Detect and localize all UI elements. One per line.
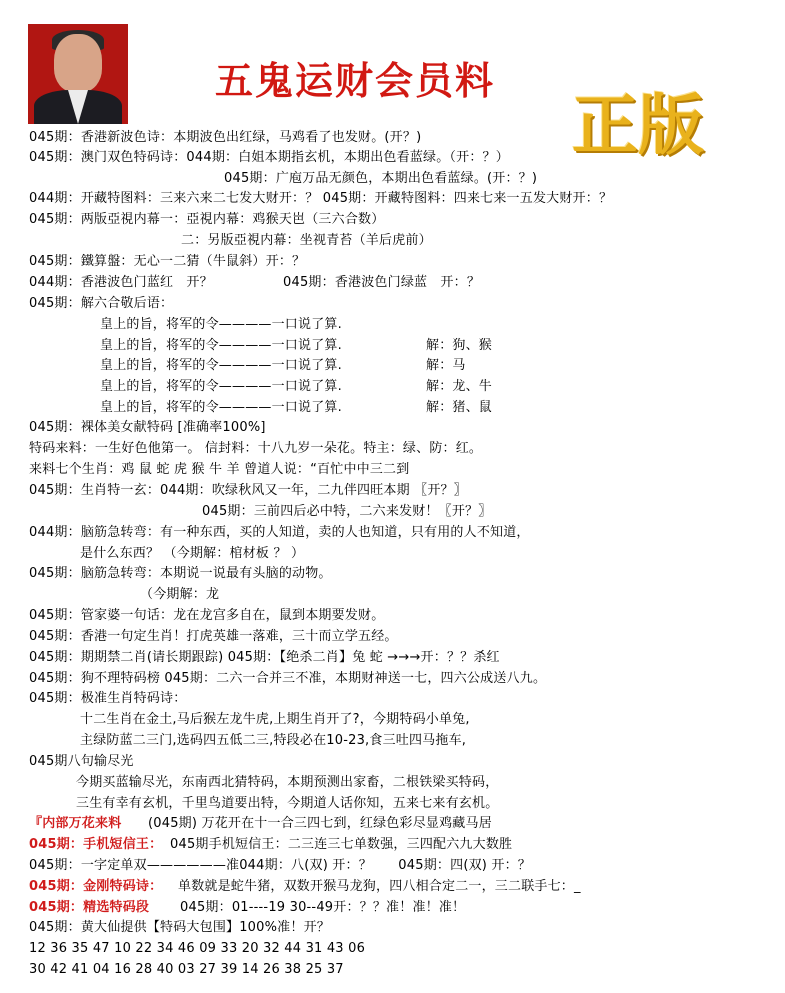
text-line: 三生有幸有玄机，千里鸟道要出特，今期道人话你知，五来七来有玄机。: [76, 796, 499, 811]
text-line: 045期：解六合敬后语：: [29, 296, 174, 311]
text-line: 045期：澳门双色特码诗：044期：白姐本期指玄机，本期出色看蓝绿。（开：？）: [29, 150, 509, 165]
text-line: 皇上的旨，将军的令————一口说了算.: [100, 317, 342, 332]
text-line: 045期：裸体美女献特码 [准确率100%]: [29, 420, 266, 435]
text-line: 十二生肖在金土,马后猴左龙牛虎,上期生肖开了?，今期特码小单兔,: [80, 712, 470, 727]
text-line: 解：龙、牛: [426, 379, 493, 394]
text-line: 今期买蓝输尽光，东南西北猜特码，本期预测出家畜，二根铁梁买特码，: [76, 775, 499, 790]
text-line-highlight: 045期：精选特码段: [29, 900, 150, 915]
text-line: 045期手机短信王：二三连三七单数强，三四配六九大数胜: [170, 837, 513, 852]
text-line: 045期：香港波色门绿蓝 开：？: [283, 275, 481, 290]
text-line: 045期：管家婆一句话：龙在龙宫多自在，鼠到本期要发财。: [29, 608, 385, 623]
text-line-highlight: 『内部万花来料: [29, 816, 122, 831]
text-line: 二：另版亞視内幕：坐视青苔（羊后虎前）: [181, 233, 432, 248]
text-line: 045期：香港新波色诗：本期波色出红绿，马鸡看了也发财。(开？): [29, 130, 422, 145]
text-line-highlight: 045期：金刚特码诗：: [29, 879, 163, 894]
text-line: 045期：香港一句定生肖！打虎英雄一落难，三十而立学五经。: [29, 629, 398, 644]
text-line: 来料七个生肖：鸡 鼠 蛇 虎 猴 牛 羊 曾道人说：“百忙中中三二到: [29, 462, 410, 477]
text-line: 045期：鐵算盤：无心一二猜（牛鼠斜）开：？: [29, 254, 306, 269]
text-line: 皇上的旨，将军的令————一口说了算.: [100, 400, 342, 415]
number-row: 12 36 35 47 10 22 34 46 09 33 20 32 44 31 43 06: [29, 941, 366, 956]
portrait-photo: [28, 24, 128, 124]
text-line: 特码来料：一生好色他第一。 信封料：十八九岁一朵花。特主：绿、防：红。: [29, 441, 483, 456]
number-row: 30 42 41 04 16 28 40 03 27 39 14 26 38 25 37: [29, 962, 344, 977]
text-line: 045期：01----19 30--49开：？？准！准！准！: [180, 900, 466, 915]
genuine-stamp: 正版: [572, 87, 704, 164]
text-line: 皇上的旨，将军的令————一口说了算.: [100, 358, 342, 373]
text-line: 解：猪、鼠: [426, 400, 493, 415]
text-line: 045期八句输尽光: [29, 754, 134, 769]
portrait-face: [54, 34, 102, 92]
text-line: 045期：一字定单双——————准044期：八(双) 开：？ 045期：四(双) 开：？: [29, 858, 531, 873]
text-line: 045期：狗不理特码榜 045期：二六一合并三不准，本期财神送一七，四六公成送八九。: [29, 671, 547, 686]
text-line: 045期：极准生肖特码诗：: [29, 691, 187, 706]
text-line: 是什么东西？ （今期解：棺材板 ？ ）: [80, 546, 305, 561]
text-line: 045期：脑筋急转弯：本期说一说最有头脑的动物。: [29, 566, 332, 581]
text-line: (045期) 万花开在十一合三四七到，红绿色彩尽显鸡藏马居: [148, 816, 492, 831]
text-line: 045期：三前四后必中特，二六来发财！〖开？〗: [202, 504, 492, 519]
text-line: 045期：两版亞視内幕一：亞視内幕：鸡猴天岜（三六合数）: [29, 212, 385, 227]
text-line: 045期：黄大仙提供【特码大包围】100%准！开？: [29, 920, 330, 935]
page-title: 五鬼运财会员料: [215, 59, 496, 103]
text-line: 044期：香港波色门蓝红 开？: [29, 275, 213, 290]
text-line: 045期：生肖特一玄：044期：吹绿秋风又一年，二九伴四旺本期 〖开？〗: [29, 483, 467, 498]
text-line: 045期：期期禁二肖(请长期跟踪) 045期：【绝杀二肖】兔 蛇 →→→开：？？杀红: [29, 650, 500, 665]
text-line: 044期：脑筋急转弯：有一种东西，买的人知道，卖的人也知道，只有用的人不知道，: [29, 525, 530, 540]
text-line: 皇上的旨，将军的令————一口说了算.: [100, 379, 342, 394]
text-line: 044期：开藏特图料：三来六来二七发大财开：？ 045期：开藏特图料：四来七来一五发大财开：？: [29, 191, 613, 206]
text-line: 皇上的旨，将军的令————一口说了算.: [100, 338, 342, 353]
text-line: 045期：广庖万品无颜色，本期出色看蓝绿。(开：？): [224, 171, 538, 186]
text-line: 解：马: [426, 358, 466, 373]
text-line-highlight: 045期：手机短信王：: [29, 837, 163, 852]
text-line: 主绿防蓝二三门,选码四五低二三,特段必在10-23,食三吐四马拖车,: [80, 733, 467, 748]
text-line: 解：狗、猴: [426, 338, 493, 353]
text-line: 单数就是蛇牛猪，双数开猴马龙狗，四八相合定二一，三二联手七：_: [178, 879, 581, 894]
text-line: （今期解：龙: [140, 587, 220, 602]
